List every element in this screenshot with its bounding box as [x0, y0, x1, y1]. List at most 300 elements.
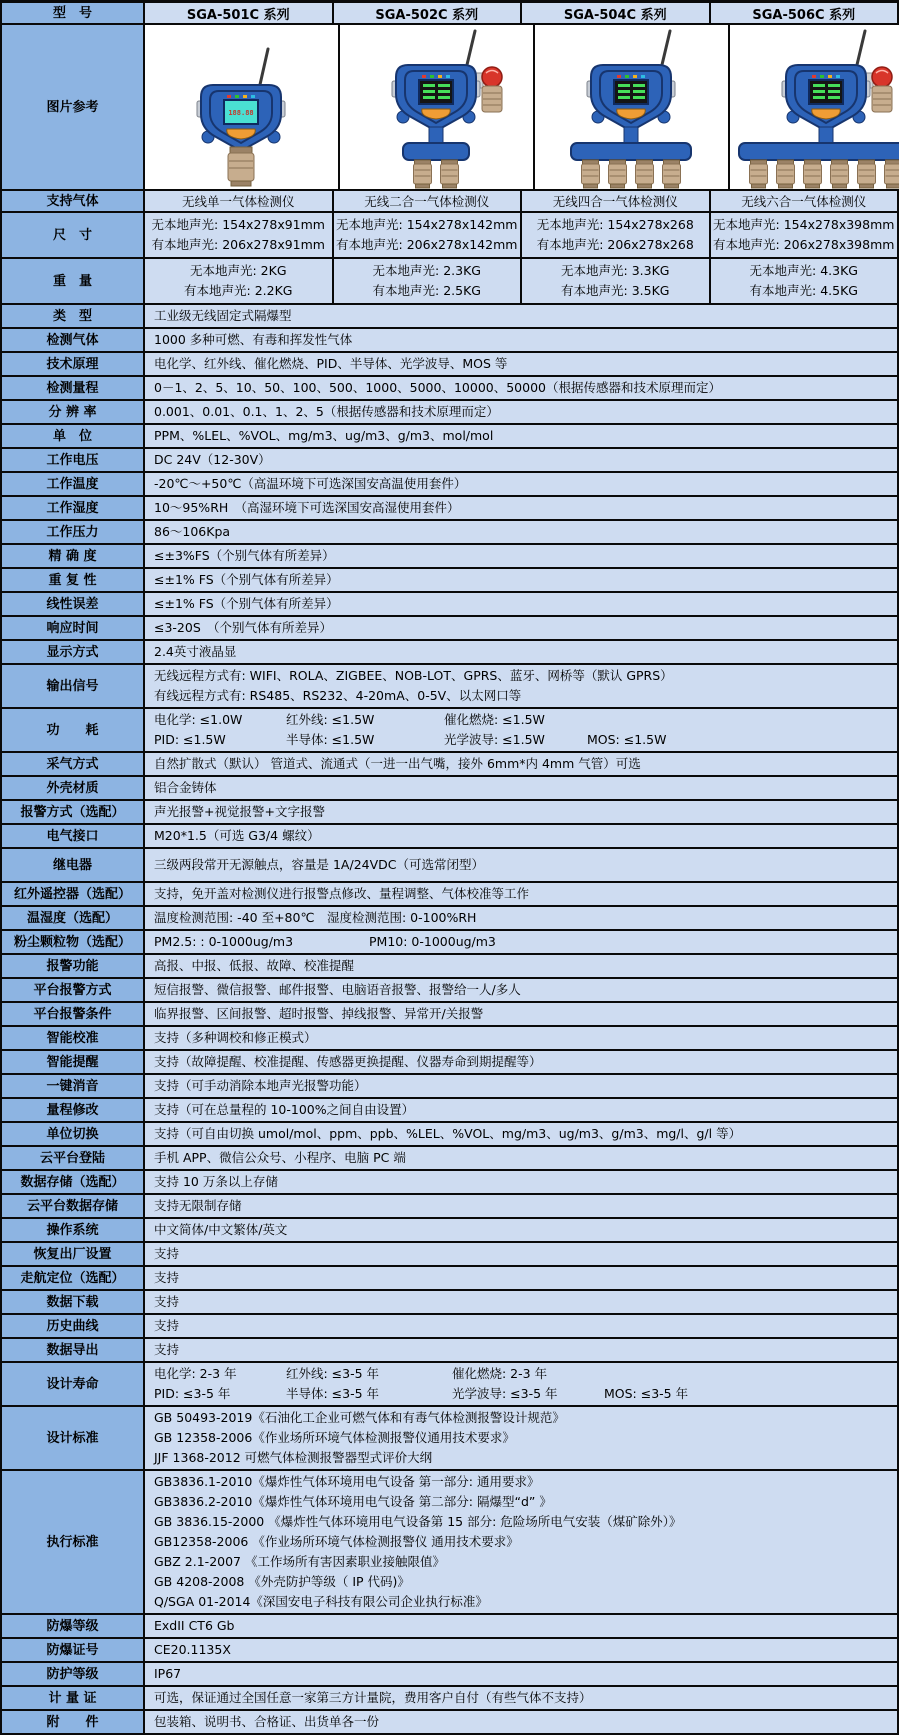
value-line: 可选，保证通过全国任意一家第三方计量院，费用客户自付（有些气体不支持）: [154, 1688, 888, 1708]
row-label: 防爆证号: [46, 1643, 98, 1658]
text: 有本地声光: 206x278x91mm: [152, 237, 325, 252]
cell-SGA-501C: [145, 259, 334, 305]
spec-row-value: [145, 521, 899, 545]
spec-row-value: [145, 1407, 899, 1471]
model-cells: [145, 3, 899, 25]
spec-row: [2, 709, 899, 753]
value-line: [537, 235, 694, 255]
spec-row-value: [145, 825, 899, 849]
product-image-SGA-502C: [340, 25, 535, 191]
spec-row: [2, 753, 899, 777]
cell-SGA-506C: [711, 191, 899, 213]
spec-row-value: [145, 1615, 899, 1639]
image-row: [2, 25, 899, 191]
spec-row-value: [145, 1363, 899, 1407]
spec-row-label: [2, 1711, 145, 1735]
spec-row-label: [2, 883, 145, 907]
row-label: 重 量: [53, 274, 92, 289]
row-label: 恢复出厂设置: [33, 1247, 111, 1262]
value-line: 中文简体/中文繁体/英文: [154, 1220, 888, 1240]
value-line: 支持: [154, 1292, 888, 1312]
row-label: 云平台登陆: [40, 1151, 105, 1166]
value-line: 支持（故障提醒、校准提醒、传感器更换提醒、仪器寿命到期提醒等）: [154, 1052, 888, 1072]
value-text: 无线二合一气体检测仪: [364, 192, 489, 210]
spec-row-value: [145, 801, 899, 825]
value-line: [561, 281, 669, 301]
value-line: GB 12358-2006《作业场所环境气体检测报警仪通用技术要求》: [154, 1428, 888, 1448]
spec-row-label: [2, 1027, 145, 1051]
value-line: 0－1、2、5、10、50、100、500、1000、5000、10000、50000（根据传感器和技术原理而定）: [154, 378, 888, 398]
spec-row-label: [2, 1315, 145, 1339]
spec-row-label: [2, 641, 145, 665]
value-line: [373, 281, 481, 301]
value-segment: MOS: ≤1.5W: [587, 730, 666, 750]
text: 有本地声光: 3.5KG: [561, 283, 669, 298]
spec-row: [2, 1123, 899, 1147]
spec-row: [2, 401, 899, 425]
value-segment: 红外线: ≤3-5 年: [286, 1364, 452, 1384]
value-line: 支持（多种调校和修正模式）: [154, 1028, 888, 1048]
model-header-SGA-502C: [334, 3, 523, 25]
value-line: 支持（可在总量程的 10-100%之间自由设置）: [154, 1100, 888, 1120]
spec-row: [2, 1339, 899, 1363]
text: 有本地声光: 4.5KG: [750, 283, 858, 298]
spec-row-label: [2, 1147, 145, 1171]
row-label: 平台报警方式: [33, 983, 111, 998]
spec-row-value: [145, 545, 899, 569]
model-name: SGA-506C 系列: [752, 4, 855, 23]
spec-row-value: [145, 883, 899, 907]
text: 有本地声光: 2.2KG: [184, 283, 292, 298]
spec-row: [2, 1267, 899, 1291]
row-label: 工作温度: [46, 477, 98, 492]
spec-row: [2, 907, 899, 931]
spec-row-value: [145, 425, 899, 449]
support-gas-row-cells: [145, 191, 899, 213]
product-image-SGA-501C: [145, 25, 340, 191]
spec-row: [2, 931, 899, 955]
row-label: 图片参考: [46, 100, 98, 115]
value-line: 电化学、红外线、催化燃烧、PID、半导体、光学波导、MOS 等: [154, 354, 888, 374]
value-line: 手机 APP、微信公众号、小程序、电脑 PC 端: [154, 1148, 888, 1168]
row-label: 红外遥控器（选配）: [14, 887, 131, 902]
spec-row-value: [145, 955, 899, 979]
spec-row-label: [2, 305, 145, 329]
text: 无本地声光: 2.3KG: [373, 263, 481, 278]
row-label: 技术原理: [46, 357, 98, 372]
detector-illustration-SGA-504C: [537, 25, 726, 189]
spec-row: [2, 801, 899, 825]
value-line: 三级两段常开无源触点，容量是 1A/24VDC（可选常闭型）: [154, 855, 888, 875]
spec-row-label: [2, 1663, 145, 1687]
row-label: 电气接口: [46, 829, 98, 844]
image-cells: [145, 25, 899, 191]
value-line: ≤3-20S （个别气体有所差异）: [154, 618, 888, 638]
value-line: [152, 235, 325, 255]
spec-row: [2, 329, 899, 353]
row-label: 防护等级: [46, 1667, 98, 1682]
spec-row-value: [145, 1639, 899, 1663]
value-line: 无线远程方式有: WIFI、ROLA、ZIGBEE、NOB-LOT、GPRS、蓝牙、网桥等（默认 GPRS）: [154, 666, 888, 686]
spec-row-label: [2, 353, 145, 377]
antenna-icon: [259, 49, 268, 89]
spec-row-label: [2, 1003, 145, 1027]
value-line: 支持: [154, 1268, 888, 1288]
value-line: 包装箱、说明书、合格证、出货单各一份: [154, 1712, 888, 1732]
antenna-icon: [466, 31, 475, 69]
spec-row: [2, 353, 899, 377]
spec-row: [2, 1195, 899, 1219]
spec-row-label: [2, 569, 145, 593]
spec-row-value: [145, 1099, 899, 1123]
spec-row: [2, 665, 899, 709]
spec-row: [2, 1615, 899, 1639]
row-label: 精 确 度: [48, 549, 96, 564]
cell-SGA-501C: [145, 213, 334, 259]
spec-row-value: [145, 1687, 899, 1711]
row-label: 历史曲线: [46, 1319, 98, 1334]
value-line: 有线远程方式有: RS485、RS232、4-20mA、0-5V、以太网口等: [154, 686, 888, 706]
spec-row: [2, 1687, 899, 1711]
value-line: [154, 1364, 888, 1384]
spec-row-value: [145, 641, 899, 665]
image-label-cell: [2, 25, 145, 191]
spec-row-label: [2, 709, 145, 753]
value-line: 支持: [154, 1340, 888, 1360]
spec-row: [2, 1171, 899, 1195]
spec-row-label: [2, 497, 145, 521]
row-label: 工作电压: [46, 453, 98, 468]
value-line: [154, 710, 888, 730]
spec-row-value: [145, 1147, 899, 1171]
value-line: GBZ 2.1-2007 《工作场所有害因素职业接触限值》: [154, 1552, 888, 1572]
row-label: 附 件: [46, 1715, 98, 1730]
spec-row-value: [145, 617, 899, 641]
spec-row-label: [2, 777, 145, 801]
row-label: 一键消音: [46, 1079, 98, 1094]
support-gas-row: [2, 191, 899, 213]
value-segment: MOS: ≤3-5 年: [604, 1384, 688, 1404]
value-line: 86～106Kpa: [154, 522, 888, 542]
row-label: 单 位: [53, 429, 92, 444]
spec-row: [2, 1003, 899, 1027]
model-name: SGA-502C 系列: [375, 4, 478, 23]
spec-row-label: [2, 801, 145, 825]
spec-row-label: [2, 955, 145, 979]
value-line: ≤±1% FS（个别气体有所差异）: [154, 570, 888, 590]
row-label: 温湿度（选配）: [27, 911, 118, 926]
value-line: 支持无限制存储: [154, 1196, 888, 1216]
cell-SGA-506C: [711, 259, 899, 305]
spec-row: [2, 1099, 899, 1123]
spec-row-value: [145, 1663, 899, 1687]
value-segment: 半导体: ≤3-5 年: [286, 1384, 452, 1404]
value-line: 支持: [154, 1244, 888, 1264]
spec-row: [2, 1147, 899, 1171]
row-label: 采气方式: [46, 757, 98, 772]
value-line: -20℃～+50℃（高温环境下可选深国安高温使用套件）: [154, 474, 888, 494]
spec-row-label: [2, 1291, 145, 1315]
text: 有本地声光: 206x278x142mm: [336, 237, 517, 252]
model-header-SGA-501C: [145, 3, 334, 25]
row-label: 防爆等级: [46, 1619, 98, 1634]
spec-row-label: [2, 617, 145, 641]
value-line: M20*1.5（可选 G3/4 螺纹）: [154, 826, 888, 846]
spec-row-value: [145, 1219, 899, 1243]
value-segment: PM2.5: : 0-1000ug/m3: [154, 932, 369, 952]
value-segment: 催化燃烧: 2-3 年: [452, 1364, 547, 1384]
spec-row: [2, 1291, 899, 1315]
row-label: 输出信号: [46, 679, 98, 694]
spec-row: [2, 1663, 899, 1687]
spec-row-value: [145, 1315, 899, 1339]
spec-row-value: [145, 1171, 899, 1195]
svg-text:188.88: 188.88: [228, 109, 253, 117]
spec-row-value: [145, 709, 899, 753]
value-segment: 电化学: 2-3 年: [154, 1364, 286, 1384]
spec-row-value: [145, 1003, 899, 1027]
spec-row: [2, 1219, 899, 1243]
spec-row-label: [2, 425, 145, 449]
detector-illustration-SGA-506C: [732, 25, 899, 189]
model-header-SGA-504C: [522, 3, 711, 25]
spec-row-label: [2, 979, 145, 1003]
detector-illustration-SGA-501C: [147, 25, 336, 189]
value-line: 短信报警、微信报警、邮件报警、电脑语音报警、报警给一人/多人: [154, 980, 888, 1000]
weight-row-label: [2, 259, 145, 305]
value-segment: PM10: 0-1000ug/m3: [369, 932, 496, 952]
spec-row-value: [145, 593, 899, 617]
value-line: GB12358-2006 《作业场所环境气体检测报警仪 通用技术要求》: [154, 1532, 888, 1552]
row-label: 数据导出: [46, 1343, 98, 1358]
spec-row: [2, 569, 899, 593]
value-line: 自然扩散式（默认） 管道式、流通式（一进一出气嘴，接外 6mm*内 4mm 气管）可选: [154, 754, 888, 774]
spec-row-value: [145, 1711, 899, 1735]
value-line: DC 24V（12-30V）: [154, 450, 888, 470]
spec-row: [2, 1711, 899, 1735]
row-label: 智能提醒: [46, 1055, 98, 1070]
spec-row-label: [2, 1407, 145, 1471]
weight-row-cells: [145, 259, 899, 305]
row-label: 工作压力: [46, 525, 98, 540]
spec-row: [2, 883, 899, 907]
row-label: 量程修改: [46, 1103, 98, 1118]
text: 无本地声光: 2KG: [190, 263, 287, 278]
row-label: 尺 寸: [53, 228, 92, 243]
spec-row-value: [145, 353, 899, 377]
row-label: 重 复 性: [48, 573, 96, 588]
row-label: 计 量 证: [48, 1691, 96, 1706]
spec-row-label: [2, 593, 145, 617]
spec-row-value: [145, 305, 899, 329]
row-label: 智能校准: [46, 1031, 98, 1046]
dimensions-row-label: [2, 213, 145, 259]
cell-SGA-504C: [522, 191, 711, 213]
value-line: GB 3836.15-2000 《爆炸性气体环境用电气设备第 15 部分: 危险场所电气安装（煤矿除外）》: [154, 1512, 888, 1532]
value-line: [713, 235, 894, 255]
spec-row-label: [2, 1195, 145, 1219]
value-line: 1000 多种可燃、有毒和挥发性气体: [154, 330, 888, 350]
spec-row: [2, 473, 899, 497]
spec-row-label: [2, 1339, 145, 1363]
row-label: 云平台数据存储: [27, 1199, 118, 1214]
value-text: 无线六合一气体检测仪: [741, 192, 866, 210]
text: 无本地声光: 154x278x91mm: [152, 217, 325, 232]
value-line: IP67: [154, 1664, 888, 1684]
row-label: 设计寿命: [46, 1377, 98, 1392]
value-line: GB 50493-2019《石油化工企业可燃气体和有毒气体检测报警设计规范》: [154, 1408, 888, 1428]
spec-row-label: [2, 1051, 145, 1075]
spec-row: [2, 1407, 899, 1471]
spec-row-label: [2, 753, 145, 777]
spec-row: [2, 979, 899, 1003]
spec-row-value: [145, 907, 899, 931]
detector-illustration-SGA-502C: [342, 25, 531, 189]
value-text: 无线单一气体检测仪: [182, 192, 295, 210]
row-label: 平台报警条件: [33, 1007, 111, 1022]
spec-row-value: [145, 777, 899, 801]
spec-row: [2, 1027, 899, 1051]
value-line: 铝合金铸体: [154, 778, 888, 798]
text: 无本地声光: 154x278x142mm: [336, 217, 517, 232]
spec-row-label: [2, 907, 145, 931]
spec-row-value: [145, 1195, 899, 1219]
spec-row-label: [2, 1219, 145, 1243]
row-label: 检测气体: [46, 333, 98, 348]
value-line: [750, 261, 858, 281]
value-line: ≤±3%FS（个别气体有所差异）: [154, 546, 888, 566]
row-label: 操作系统: [46, 1223, 98, 1238]
spec-row: [2, 825, 899, 849]
spec-row-label: [2, 521, 145, 545]
row-label: 响应时间: [46, 621, 98, 636]
value-text: 无线四合一气体检测仪: [553, 192, 678, 210]
spec-row-label: [2, 1243, 145, 1267]
spec-row: [2, 1051, 899, 1075]
spec-row: [2, 955, 899, 979]
spec-row-value: [145, 1471, 899, 1615]
spec-row-value: [145, 665, 899, 709]
text: 无本地声光: 4.3KG: [750, 263, 858, 278]
value-segment: PID: ≤1.5W: [154, 730, 286, 750]
spec-row: [2, 1243, 899, 1267]
cell-SGA-504C: [522, 213, 711, 259]
value-line: [750, 281, 858, 301]
row-label: 型 号: [53, 6, 92, 21]
spec-row: [2, 425, 899, 449]
spec-row-label: [2, 545, 145, 569]
value-line: 声光报警+视觉报警+文字报警: [154, 802, 888, 822]
value-line: [154, 932, 888, 952]
value-segment: 电化学: ≤1.0W: [154, 710, 286, 730]
spec-row-label: [2, 449, 145, 473]
spec-row-label: [2, 401, 145, 425]
text: 无本地声光: 3.3KG: [561, 263, 669, 278]
value-line: 0.001、0.01、0.1、1、2、5（根据传感器和技术原理而定）: [154, 402, 888, 422]
spec-row: [2, 849, 899, 883]
spec-row-label: [2, 1099, 145, 1123]
spec-row-label: [2, 931, 145, 955]
spec-row-value: [145, 1267, 899, 1291]
support-gas-row-label: [2, 191, 145, 213]
product-image-SGA-506C: [730, 25, 899, 191]
row-label: 继电器: [53, 858, 92, 873]
spec-row-label: [2, 377, 145, 401]
row-label: 数据存储（选配）: [20, 1175, 124, 1190]
cell-SGA-501C: [145, 191, 334, 213]
value-line: [713, 215, 894, 235]
cell-SGA-502C: [334, 191, 523, 213]
spec-row-value: [145, 1339, 899, 1363]
value-line: 10～95%RH （高湿环境下可选深国安高湿使用套件）: [154, 498, 888, 518]
spec-row-value: [145, 1291, 899, 1315]
spec-row-value: [145, 849, 899, 883]
weight-row: [2, 259, 899, 305]
value-line: 工业级无线固定式隔爆型: [154, 306, 888, 326]
value-line: [561, 261, 669, 281]
value-line: 2.4英寸液晶显: [154, 642, 888, 662]
value-line: ExdII CT6 Gb: [154, 1616, 888, 1636]
value-segment: 光学波导: ≤1.5W: [444, 730, 587, 750]
spec-row: [2, 1363, 899, 1407]
spec-row: [2, 641, 899, 665]
spec-row-value: [145, 931, 899, 955]
spec-row: [2, 1315, 899, 1339]
text: 有本地声光: 2.5KG: [373, 283, 481, 298]
value-line: [152, 215, 325, 235]
row-label: 数据下载: [46, 1295, 98, 1310]
product-image-SGA-504C: [535, 25, 730, 191]
value-line: GB 4208-2008 《外壳防护等级（ IP 代码)》: [154, 1572, 888, 1592]
value-line: [336, 235, 517, 255]
value-line: [537, 215, 694, 235]
spec-row: [2, 1639, 899, 1663]
value-line: GB3836.1-2010《爆炸性气体环境用电气设备 第一部分: 通用要求》: [154, 1472, 888, 1492]
value-line: [373, 261, 481, 281]
spec-row-label: [2, 1267, 145, 1291]
row-label: 设计标准: [46, 1431, 98, 1446]
row-label: 检测量程: [46, 381, 98, 396]
value-line: 温度检测范围: -40 至+80℃ 湿度检测范围: 0-100%RH: [154, 908, 888, 928]
spec-row-value: [145, 569, 899, 593]
spec-row-value: [145, 497, 899, 521]
row-label: 支持气体: [46, 194, 98, 209]
spec-row-label: [2, 665, 145, 709]
row-label: 类 型: [53, 309, 92, 324]
spec-row-value: [145, 979, 899, 1003]
spec-row: [2, 521, 899, 545]
spec-row-label: [2, 1615, 145, 1639]
spec-row-label: [2, 1075, 145, 1099]
value-line: ≤±1% FS（个别气体有所差异）: [154, 594, 888, 614]
spec-row-value: [145, 449, 899, 473]
row-label: 分 辨 率: [48, 405, 96, 420]
spec-row-label: [2, 1471, 145, 1615]
row-label: 报警功能: [46, 959, 98, 974]
spec-row-label: [2, 849, 145, 883]
value-line: 支持 10 万条以上存储: [154, 1172, 888, 1192]
text: 无本地声光: 154x278x268: [537, 217, 694, 232]
value-line: 支持（可自由切换 umol/mol、ppm、ppb、%LEL、%VOL、mg/m3、ug/m3、g/m3、mg/l、g/l 等）: [154, 1124, 888, 1144]
value-line: [154, 730, 888, 750]
value-segment: PID: ≤3-5 年: [154, 1384, 286, 1404]
cell-SGA-502C: [334, 259, 523, 305]
value-line: 高报、中报、低报、故障、校准提醒: [154, 956, 888, 976]
text: 无本地声光: 154x278x398mm: [713, 217, 894, 232]
text: 有本地声光: 206x278x268: [537, 237, 694, 252]
model-name: SGA-501C 系列: [187, 4, 290, 23]
row-label: 执行标准: [46, 1535, 98, 1550]
